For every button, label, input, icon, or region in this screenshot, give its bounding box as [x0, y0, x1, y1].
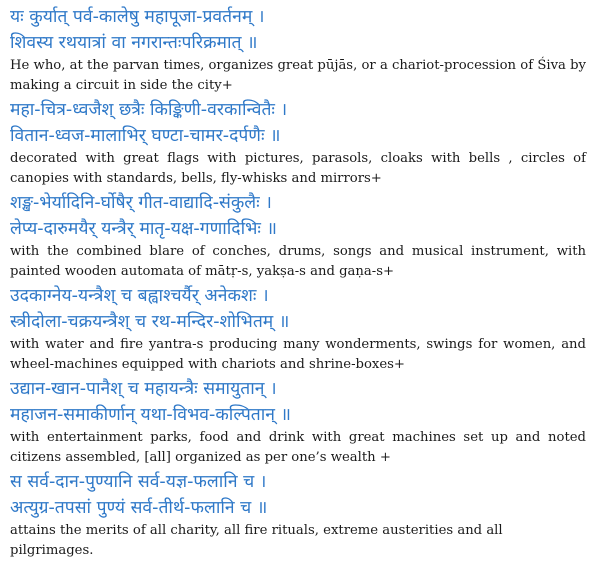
sanskrit-line: शिवस्य रथयात्रां वा नगरान्तःपरिक्रमात् ॥ [10, 33, 258, 53]
sanskrit-line: उदकाग्नेय-यन्त्रैश् च बह्वाश्चर्यैर् अनेकशः । [10, 286, 269, 306]
sanskrit-line: अत्युग्र-तपसां पुण्यं सर्व-तीर्थ-फलानि च ॥ [10, 498, 268, 518]
sanskrit-line: स सर्व-दान-पुण्यानि सर्व-यज्ञ-फलानि च । [10, 472, 267, 492]
sanskrit-line: लेप्य-दारुमयैर् यन्त्रैर् मातृ-यक्ष-गणादिभिः ॥ [10, 219, 278, 239]
sanskrit-line: उद्यान-खान-पानैश् च महायन्त्रैः समायुतान् । [10, 379, 277, 399]
sanskrit-line: स्त्रीदोला-चक्रयन्त्रैश् च रथ-मन्दिर-शोभितम् ॥ [10, 312, 290, 332]
verse-2 [10, 97, 586, 189]
verse-1 [10, 4, 586, 96]
english-translation: with water and fire yantra-s producing many wonderments, swings for women, and wheel-machines equipped with chariots and shrine-boxes+ [10, 337, 586, 372]
sanskrit-line: वितान-ध्वज-मालाभिर् घण्टा-चामर-दर्पणैः ॥ [10, 126, 281, 146]
english-translation: decorated with great flags with pictures, parasols, cloaks with bells , circles of canopies with standards, bells, fly-whisks and mirrors+ [10, 151, 586, 186]
verse-5 [10, 376, 586, 468]
english-translation: with the combined blare of conches, drums, songs and musical instrument, with painted wooden automata of mātṛ-s, yakṣa-s and gaṇa-s+ [10, 244, 586, 279]
sanskrit-line: शङ्ख-भेर्यादिनि-र्घोषैर् गीत-वाद्यादि-संकुलैः । [10, 193, 272, 213]
sanskrit-line: महा-चित्र-ध्वजैश् छत्रैः किङ्किणी-वरकान्वितैः । [10, 100, 288, 120]
english-translation: attains the merits of all charity, all fire rituals, extreme austerities and all pilgrimages. [10, 523, 503, 558]
sanskrit-line: महाजन-समाकीर्णान् यथा-विभव-कल्पितान् ॥ [10, 405, 292, 425]
verse-6 [10, 469, 586, 561]
english-translation: with entertainment parks, food and drink with great machines set up and noted citizens assembled, [all] organized as per one’s wealth + [10, 430, 586, 465]
document-page [10, 4, 586, 562]
verse-4 [10, 283, 586, 375]
sanskrit-line: यः कुर्यात् पर्व-कालेषु महापूजा-प्रवर्तनम् । [10, 7, 265, 27]
verse-3 [10, 190, 586, 282]
english-translation: He who, at the parvan times, organizes great pūjās, or a chariot-procession of Śiva by making a circuit in side the city+ [10, 58, 586, 93]
